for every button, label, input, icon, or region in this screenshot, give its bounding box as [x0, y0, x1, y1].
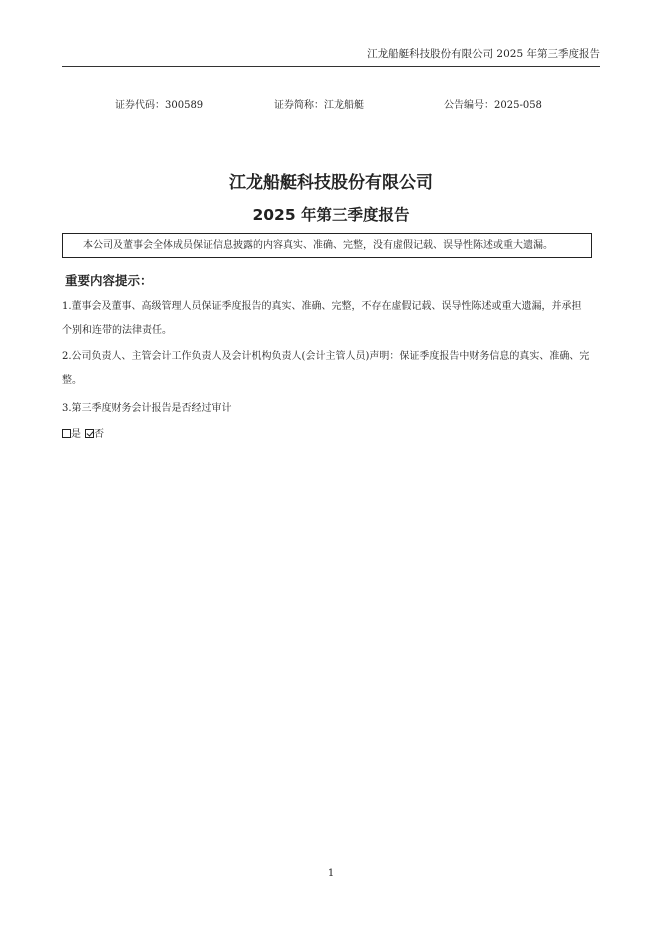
important-notice-heading: 重要内容提示：	[65, 273, 153, 288]
yes-checkbox-icon[interactable]	[62, 429, 71, 438]
page-number: 1	[327, 868, 335, 879]
announcement-number: 公告编号：2025-058	[444, 100, 542, 111]
notice-item-1: 1.董事会及董事、高级管理人员保证季度报告的真实、准确、完整，不存在虚假记载、误导性陈述或重大遗漏，并承担个别和连带的法律责任。	[62, 301, 582, 336]
no-option-label: 否	[94, 429, 104, 440]
yes-option-label: 是	[71, 429, 81, 440]
no-checkbox-icon[interactable]	[85, 429, 94, 438]
stock-abbreviation: 证券简称：江龙船艇	[274, 100, 364, 111]
notice-item-2: 2.公司负责人、主管会计工作负责人及会计机构负责人(会计主管人员)声明：保证季度报告中财务信息的真实、准确、完整。	[62, 351, 590, 386]
report-title: 2025 年第三季度报告	[252, 206, 410, 224]
audit-answer	[62, 425, 104, 445]
company-title: 江龙船艇科技股份有限公司	[229, 173, 433, 193]
notice-item-3: 3.第三季度财务会计报告是否经过审计	[62, 403, 232, 414]
running-header: 江龙船艇科技股份有限公司 2025 年第三季度报告	[62, 46, 600, 67]
stock-code: 证券代码：300589	[115, 100, 204, 111]
disclosure-notice-box: 本公司及董事会全体成员保证信息披露的内容真实、准确、完整，没有虚假记载、误导性陈述或重大遗漏。	[62, 233, 592, 258]
